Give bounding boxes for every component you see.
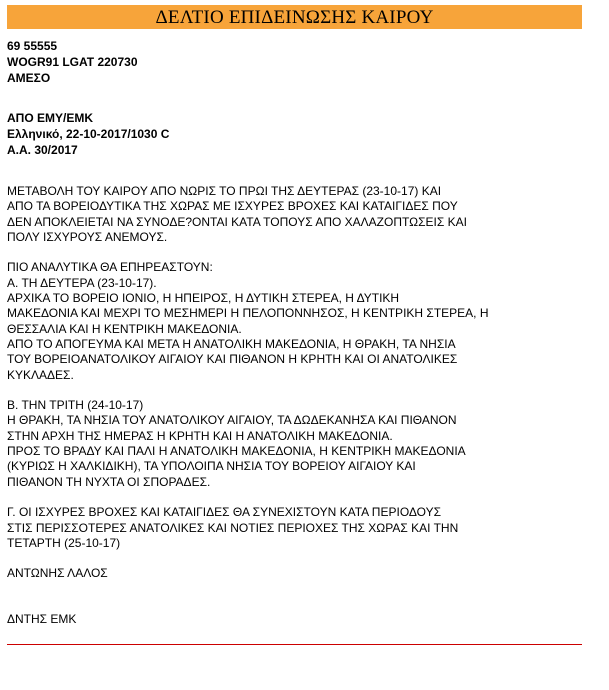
section-b-line: ΠΡΟΣ ΤΟ ΒΡΑΔΥ ΚΑΙ ΠΑΛΙ Η ΑΝΑΤΟΛΙΚΗ ΜΑΚΕΔΟΝΙΑ, Η ΚΕΝΤΡΙΚΗ ΜΑΚΕΔΟΝΙΑ [7,444,466,459]
summary-line: ΔΕΝ ΑΠΟΚΛΕΙΕΤΑΙ ΝΑ ΣΥΝΟΔΕ?ΟΝΤΑΙ ΚΑΤΑ ΤΟΠΟΥΣ ΑΠΟ ΧΑΛΑΖΟΠΤΩΣΕΙΣ ΚΑΙ [7,214,467,229]
section-a-line: ΚΥΚΛΑΔΕΣ. [7,367,74,382]
section-a [7,260,582,382]
summary-line: ΜΕΤΑΒΟΛΗ ΤΟΥ ΚΑΙΡΟΥ ΑΠΟ ΝΩΡΙΣ ΤΟ ΠΡΩΙ ΤΗΣ ΔΕΥΤΕΡΑΣ (23-10-17) ΚΑΙ [7,184,442,198]
section-b-line: ΠΙΘΑΝΟΝ ΤΗ ΝΥΧΤΑ ΟΙ ΣΠΟΡΑΔΕΣ. [7,474,211,489]
section-a-line: ΠΙΟ ΑΝΑΛΥΤΙΚΑ ΘΑ ΕΠΗΡΕΑΣΤΟΥΝ: [7,260,213,275]
header-line-3: ΑΜΕΣΟ [7,71,51,85]
summary-paragraph [7,184,582,245]
section-b-line: ΣΤΗΝ ΑΡΧΗ ΤΗΣ ΗΜΕΡΑΣ Η ΚΡΗΤΗ ΚΑΙ Η ΑΝΑΤΟΛΙΚΗ ΜΑΚΕΔΟΝΙΑ. [7,428,393,443]
bulletin-page [7,5,582,628]
summary-line: ΠΟΛΥ ΙΣΧΥΡΟΥΣ ΑΝΕΜΟΥΣ. [7,229,168,244]
section-c-line: Γ. ΟΙ ΙΣΧΥΡΕΣ ΒΡΟΧΕΣ ΚΑΙ ΚΑΤΑΙΓΙΔΕΣ ΘΑ ΣΥΝΕΧΙΣΤΟΥΝ ΚΑΤΑ ΠΕΡΙΟΔΟΥΣ [7,505,442,520]
bulletin-body [7,184,582,628]
section-a-line: Α. ΤΗ ΔΕΥΤΕΡΑ (23-10-17). [7,275,157,290]
section-a-line: ΜΑΚΕΔΟΝΙΑ ΚΑΙ ΜΕΧΡΙ ΤΟ ΜΕΣΗΜΕΡΙ Η ΠΕΛΟΠΟΝΝΗΣΟΣ, Η ΚΕΝΤΡΙΚΗ ΣΤΕΡΕΑ, Η [7,306,489,321]
message-header [7,38,582,158]
bulletin-title: ΔΕΛΤΙΟ ΕΠΙΔΕΙΝΩΣΗΣ ΚΑΙΡΟΥ [7,5,582,29]
section-a-line: ΤΟΥ ΒΟΡΕΙΟΑΝΑΤΟΛΙΚΟΥ ΑΙΓΑΙΟΥ ΚΑΙ ΠΙΘΑΝΟΝ Η ΚΡΗΤΗ ΚΑΙ ΟΙ ΑΝΑΤΟΛΙΚΕΣ [7,352,458,367]
section-c-line: ΤΕΤΑΡΤΗ (25-10-17) [7,535,121,550]
section-a-line: ΑΠΟ ΤΟ ΑΠΟΓΕΥΜΑ ΚΑΙ ΜΕΤΑ Η ΑΝΑΤΟΛΙΚΗ ΜΑΚΕΔΟΝΙΑ, Η ΘΡΑΚΗ, ΤΑ ΝΗΣΙΑ [7,336,456,351]
signature-name: ΑΝΤΩΝΗΣ ΛΑΛΟΣ [7,566,108,581]
section-b-line: Β. ΤΗΝ ΤΡΙΤΗ (24-10-17) [7,398,144,413]
section-b-line: (ΚΥΡΙΩΣ Η ΧΑΛΚΙΔΙΚΗ), ΤΑ ΥΠΟΛΟΙΠΑ ΝΗΣΙΑ ΤΟΥ ΒΟΡΕΙΟΥ ΑΙΓΑΙΟΥ ΚΑΙ [7,459,416,474]
section-a-line: ΘΕΣΣΑΛΙΑ ΚΑΙ Η ΚΕΝΤΡΙΚΗ ΜΑΚΕΔΟΝΙΑ. [7,321,242,336]
director-title: ΔΝΤΗΣ ΕΜΚ [7,612,77,627]
header-line-1: 69 55555 [7,39,58,53]
section-c [7,505,582,551]
origin-ref: Α.Α. 30/2017 [7,143,78,157]
footer-divider [7,644,582,645]
section-a-line: ΑΡΧΙΚΑ ΤΟ ΒΟΡΕΙΟ ΙΟΝΙΟ, Η ΗΠΕΙΡΟΣ, Η ΔΥΤΙΚΗ ΣΤΕΡΕΑ, Η ΔΥΤΙΚΗ [7,291,400,306]
origin-from: ΑΠΟ ΕΜΥ/ΕΜΚ [7,111,94,125]
section-b [7,398,582,490]
header-line-2: WOGR91 LGAT 220730 [7,55,138,69]
summary-line: ΑΠΟ ΤΑ ΒΟΡΕΙΟΔΥΤΙΚΑ ΤΗΣ ΧΩΡΑΣ ΜΕ ΙΣΧΥΡΕΣ ΒΡΟΧΕΣ ΚΑΙ ΚΑΤΑΙΓΙΔΕΣ ΠΟΥ [7,199,458,214]
section-c-line: ΣΤΙΣ ΠΕΡΙΣΣΟΤΕΡΕΣ ΑΝΑΤΟΛΙΚΕΣ ΚΑΙ ΝΟΤΙΕΣ ΠΕΡΙΟΧΕΣ ΤΗΣ ΧΩΡΑΣ ΚΑΙ ΤΗΝ [7,520,459,535]
section-b-line: Η ΘΡΑΚΗ, ΤΑ ΝΗΣΙΑ ΤΟΥ ΑΝΑΤΟΛΙΚΟΥ ΑΙΓΑΙΟΥ, ΤΑ ΔΩΔΕΚΑΝΗΣΑ ΚΑΙ ΠΙΘΑΝΟΝ [7,413,457,428]
origin-place-date: Ελληνικό, 22-10-2017/1030 C [7,127,170,141]
